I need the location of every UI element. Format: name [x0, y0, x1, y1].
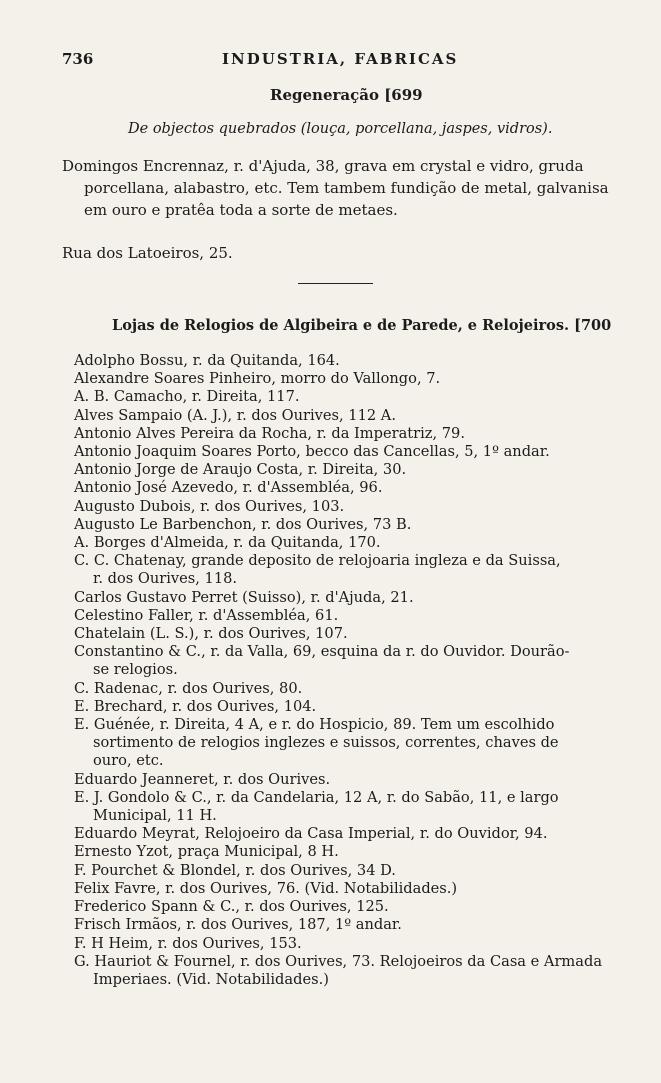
entry-line: E. Brechard, r. dos Ourives, 104. [74, 697, 317, 715]
entry-line: Celestino Faller, r. d'Assembléa, 61. [74, 606, 339, 624]
entry-line: G. Hauriot & Fournel, r. dos Ourives, 73. Relojoeiros da Casa e Armada [74, 952, 603, 970]
directory-entry [74, 716, 644, 771]
directory-entry [74, 370, 644, 388]
section-divider [298, 283, 373, 284]
running-title: INDUSTRIA, FABRICAS [222, 50, 459, 68]
entry-line: sortimento de relogios inglezes e suissos, correntes, chaves de [93, 734, 559, 752]
directory-entry [74, 643, 644, 679]
entry-line: Antonio Joaquim Soares Porto, becco das Cancellas, 5, 1º andar. [74, 443, 550, 461]
entry-line: Felix Favre, r. dos Ourives, 76. (Vid. Notabilidades.) [74, 879, 458, 897]
entry-line: Antonio José Azevedo, r. d'Assembléa, 96. [74, 479, 383, 497]
entry-line: Imperiaes. (Vid. Notabilidades.) [93, 970, 329, 988]
directory-entry [74, 898, 644, 916]
page-number: 736 [62, 50, 94, 68]
entry-line: Antonio Alves Pereira da Rocha, r. da Imperatriz, 79. [74, 424, 465, 442]
directory-entry [74, 935, 644, 953]
entry-line: A. B. Camacho, r. Direita, 117. [74, 388, 300, 406]
paragraph-line: em ouro e pratêa toda a sorte de metaes. [84, 201, 398, 219]
directory-entry [74, 461, 644, 479]
entry-line: r. dos Ourives, 118. [93, 570, 238, 588]
entry-line: Augusto Le Barbenchon, r. dos Ourives, 73 B. [74, 515, 412, 533]
directory-entry [74, 625, 644, 643]
directory-entry [74, 880, 644, 898]
directory-entry [74, 916, 644, 934]
directory-entry [74, 479, 644, 497]
entry-line: Ernesto Yzot, praça Municipal, 8 H. [74, 843, 339, 861]
entry-line: E. Guénée, r. Direita, 4 A, e r. do Hospicio, 89. Tem um escolhido [74, 716, 555, 734]
directory-entry [74, 607, 644, 625]
section-title-regeneracao: Regeneração [699 [270, 86, 423, 104]
directory-entry [74, 680, 644, 698]
entry-line: Adolpho Bossu, r. da Quitanda, 164. [74, 352, 340, 369]
entry-line: Eduardo Meyrat, Relojoeiro da Casa Imperial, r. do Ouvidor, 94. [74, 825, 548, 843]
paragraph-latoeiros [62, 242, 637, 264]
entry-line: C. Radenac, r. dos Ourives, 80. [74, 679, 303, 697]
section-title-relogios: Lojas de Relogios de Algibeira e de Parede, e Relojeiros. [700 [112, 317, 612, 334]
directory-entry [74, 407, 644, 425]
directory-entry [74, 516, 644, 534]
paragraph-encrennaz [62, 155, 637, 221]
directory-entry [74, 589, 644, 607]
paragraph-line: Domingos Encrennaz, r. d'Ajuda, 38, grava em crystal e vidro, gruda [62, 157, 584, 175]
directory-entry [74, 443, 644, 461]
section-subtitle: De objectos quebrados (louça, porcellana, jaspes, vidros). [128, 121, 553, 137]
directory-entry [74, 498, 644, 516]
directory-entry [74, 698, 644, 716]
entry-line: Alexandre Soares Pinheiro, morro do Vallongo, 7. [74, 370, 441, 388]
entry-line: ouro, etc. [93, 752, 164, 770]
entry-line: Frisch Irmãos, r. dos Ourives, 187, 1º andar. [74, 916, 402, 934]
entry-line: Eduardo Jeanneret, r. dos Ourives. [74, 770, 331, 788]
entry-line: F. H Heim, r. dos Ourives, 153. [74, 934, 302, 952]
directory-entry [74, 771, 644, 789]
entry-line: Constantino & C., r. da Valla, 69, esquina da r. do Ouvidor. Dourão- [74, 643, 570, 661]
entry-line: F. Pourchet & Blondel, r. dos Ourives, 34 D. [74, 861, 396, 879]
page-header [62, 50, 631, 72]
directory-entry [74, 825, 644, 843]
directory-entry [74, 862, 644, 880]
entry-line: C. C. Chatenay, grande deposito de relojoaria ingleza e da Suissa, [74, 552, 561, 570]
paragraph-line: porcellana, alabastro, etc. Tem tambem fundição de metal, galvanisa [84, 179, 609, 197]
directory-entry [74, 552, 644, 588]
entry-line: Augusto Dubois, r. dos Ourives, 103. [74, 497, 345, 515]
directory-entry [74, 843, 644, 861]
directory-entry [74, 425, 644, 443]
directory-entry [74, 352, 644, 370]
entry-line: Carlos Gustavo Perret (Suisso), r. d'Ajuda, 21. [74, 588, 414, 606]
entry-line: Chatelain (L. S.), r. dos Ourives, 107. [74, 625, 348, 643]
directory-entry [74, 534, 644, 552]
entry-line: Frederico Spann & C., r. dos Ourives, 125. [74, 898, 389, 916]
paragraph-line: Rua dos Latoeiros, 25. [62, 244, 233, 262]
entry-line: A. Borges d'Almeida, r. da Quitanda, 170. [74, 534, 381, 552]
entry-line: E. J. Gondolo & C., r. da Candelaria, 12 A, r. do Sabão, 11, e largo [74, 788, 559, 806]
entry-line: Alves Sampaio (A. J.), r. dos Ourives, 112 A. [74, 406, 396, 424]
directory-entry [74, 789, 644, 825]
directory-entry [74, 953, 644, 989]
entry-line: Antonio Jorge de Araujo Costa, r. Direita, 30. [74, 461, 407, 479]
entry-line: se relogios. [93, 661, 178, 679]
directory-entry [74, 388, 644, 406]
entry-list [74, 352, 644, 989]
entry-line: Municipal, 11 H. [93, 807, 217, 825]
